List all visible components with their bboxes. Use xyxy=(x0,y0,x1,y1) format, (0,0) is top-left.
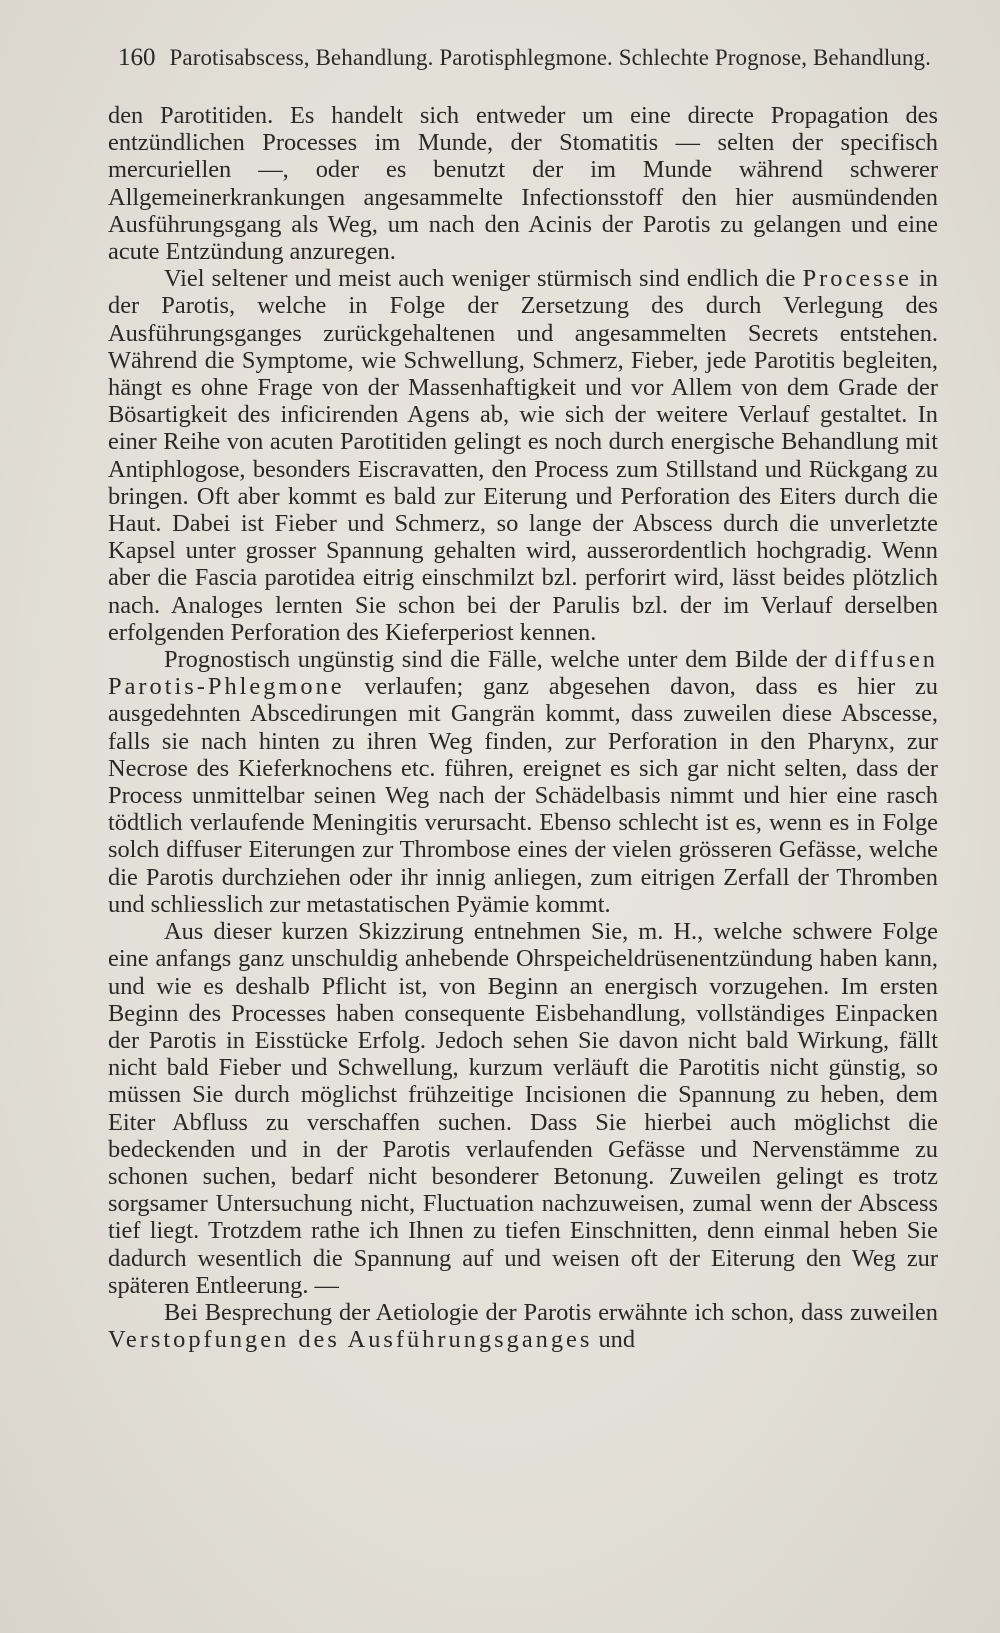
paragraph xyxy=(108,102,938,265)
emphasized-text: Verstopfungen des Ausführungsganges xyxy=(108,1326,593,1354)
page-number: 160 xyxy=(118,44,156,71)
paragraph xyxy=(108,265,938,646)
paragraph xyxy=(108,1299,938,1353)
text-run: Aus dieser kurzen Skizzirung entnehmen Sie, m. H., welche schwere Folge eine anfangs ganz unschuldig anhebende Ohrspeicheldrüsenentzündung haben kann, und wie es deshalb Pflicht ist, von Beginn an energisch vorzugehen. Im ersten Beginn des Processes haben consequente Eisbehandlung, vollständiges Einpacken der Parotis in Eisstücke Erfolg. Jedoch sehen Sie davon nicht bald Wirkung, fällt nicht bald Fieber und Schwellung, kurzum verläuft die Parotitis nicht günstig, so müssen Sie durch möglichst frühzeitige Incisionen die Spannung zu heben, dem Eiter Abfluss zu verschaffen suchen. Dass Sie hierbei auch möglichst die bedeckenden und in der Parotis verlaufenden Gefässe und Nervenstämme zu schonen suchen, bedarf nicht besonderer Betonung. Zuweilen gelingt es trotz sorgsamer Untersuchung nicht, Fluctuation nachzuweisen, zumal wenn der Abscess tief liegt. Trotzdem rathe ich Ihnen zu tiefen Einschnitten, denn einmal heben Sie dadurch wesentlich die Spannung auf und weisen oft der Eiterung den Weg zur späteren Entleerung. — xyxy=(108,918,938,1299)
running-title: Parotisabscess, Behandlung. Parotisphlegmone. Schlechte Prognose, Behandlung. xyxy=(169,45,931,70)
text-run: Bei Besprechung der Aetiologie der Parotis erwähnte ich schon, dass zuweilen xyxy=(164,1298,938,1326)
text-run: den Parotitiden. Es handelt sich entweder um eine directe Propagation des entzündlichen Processes im Munde, der Stomatitis — selten der specifisch mercuriellen —, oder es benutzt der im Munde während schwerer Allgemeinerkrankungen angesammelte Infectionsstoff den hier ausmündenden Ausführungsgang als Weg, um nach den Acinis der Parotis zu gelangen und eine acute Entzündung anzuregen. xyxy=(108,102,938,266)
running-head xyxy=(118,44,938,72)
text-run: und xyxy=(592,1326,636,1354)
paragraph xyxy=(108,646,938,918)
body-text xyxy=(108,102,938,1353)
text-run: Prognostisch ungünstig sind die Fälle, welche unter dem Bilde der xyxy=(164,646,835,674)
paragraph xyxy=(108,918,938,1299)
text-run: verlaufen; ganz abgesehen davon, dass es hier zu ausgedehnten Abscedirungen mit Gangrän kommt, dass zuweilen diese Abscesse, falls sie nach hinten zu ihren Weg finden, zur Perforation in den Pharynx, zur Necrose des Kieferknochens etc. führen, ereignet es sich gar nicht selten, dass der Process unmittelbar seinen Weg nach der Schädelbasis nimmt und hier eine rasch tödtlich verlaufende Meningitis verursacht. Ebenso schlecht ist es, wenn es in Folge solch diffuser Eiterungen zur Thrombose eines der vielen grösseren Gefässe, welche die Parotis durchziehen oder ihr innig anliegen, zum eitrigen Zerfall der Thromben und schliesslich zur metastatischen Pyämie kommt. xyxy=(108,673,938,918)
text-run: Viel seltener und meist auch weniger stürmisch sind endlich die xyxy=(164,265,803,293)
emphasized-text: diffusen Parotis-Phlegmone xyxy=(108,646,938,701)
text-run: in der Parotis, welche in Folge der Zersetzung des durch Verlegung des Ausführungsganges zurückgehaltenen und angesammelten Secrets entstehen. Während die Symptome, wie Schwellung, Schmerz, Fieber, jede Parotitis begleiten, hängt es ohne Frage von der Massenhaftigkeit und vor Allem von dem Grade der Bösartigkeit des inficirenden Agens ab, wie sich der weitere Verlauf gestaltet. In einer Reihe von acuten Parotitiden gelingt es noch durch energische Behandlung mit Antiphlogose, besonders Eiscravatten, den Process zum Stillstand und Rückgang zu bringen. Oft aber kommt es bald zur Eiterung und Perforation des Eiters durch die Haut. Dabei ist Fieber und Schmerz, so lange der Abscess durch die unverletzte Kapsel unter grosser Spannung gehalten wird, ausserordentlich hochgradig. Wenn aber die Fascia parotidea eitrig einschmilzt bzl. perforirt wird, lässt beides plötzlich nach. Analoges lernten Sie schon bei der Parulis bzl. der im Verlauf derselben erfolgenden Perforation des Kieferperiost kennen. xyxy=(108,265,939,646)
emphasized-text: Processe xyxy=(802,265,912,293)
